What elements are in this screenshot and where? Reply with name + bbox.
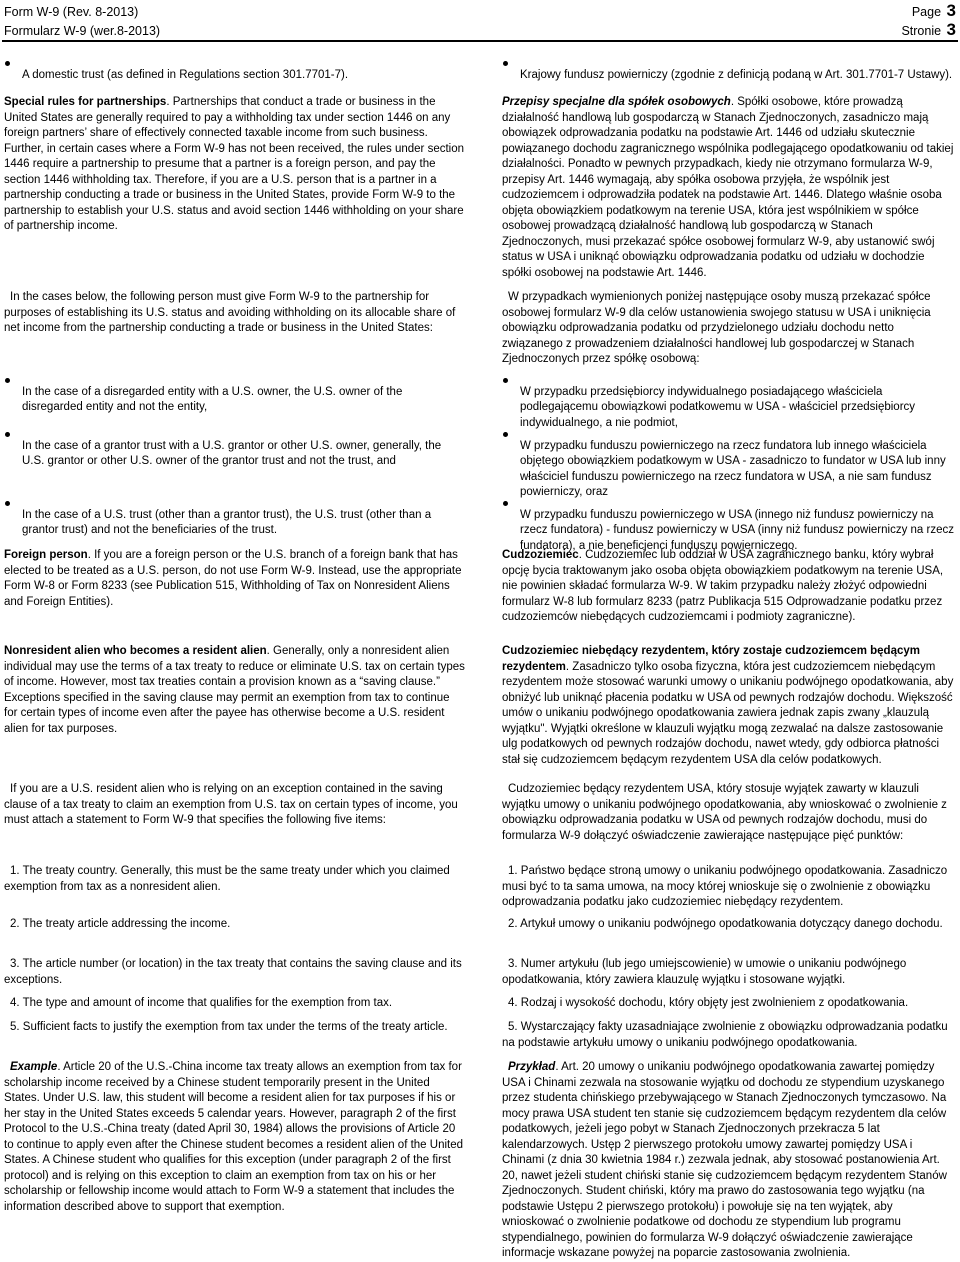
section-body: . Zasadniczo tylko osoba fizyczna, która jest cudzoziemcem niebędącym rezydentem może stosować warunki umowy o unikaniu podwójnego opodatkowania, aby obniżyć lub uniknąć płacenia podatku w USA od pewnych rodzajów dochodu. Większość umów o unikaniu podwójnego opodatkowania zawiera jednak zapis zwany „klauzulą wyjątku". Wyjątki określone w klauzuli wyjątku mogą zezwalać na dalsze zastosowanie ulg podatkowych od pewnych rodzajów dochodu, nawet wtedy, gdy odbiorca płatności stał się cudzoziemcem będącym rezydentem USA dla celów podatkowych. bbox=[502, 660, 954, 766]
section-title: Cudzoziemiec bbox=[502, 549, 579, 561]
bullet-text: A domestic trust (as defined in Regulations section 301.7701-7). bbox=[22, 68, 349, 81]
page-number-pl bbox=[901, 21, 956, 40]
page-number-en bbox=[912, 2, 956, 21]
section-example-pl bbox=[502, 1060, 956, 1262]
section-title: Przykład bbox=[508, 1061, 556, 1073]
section-nonresident-alien-pl bbox=[502, 644, 956, 768]
bullet-text: In the case of a disregarded entity with a U.S. owner, the U.S. owner of the disregarded entity and not the entity, bbox=[22, 385, 403, 413]
list-item-text: 1. The treaty country. Generally, this must be the same treaty under which you claimed exemption from tax as a nonresident alien. bbox=[4, 865, 450, 893]
bullet-dot bbox=[503, 432, 508, 437]
list-item-2 bbox=[4, 917, 466, 933]
list-item-text: 2. Artykuł umowy o unikaniu podwójnego opodatkowania dotyczący danego dochodu. bbox=[508, 918, 943, 930]
header-rule bbox=[2, 40, 958, 42]
list-item-1 bbox=[4, 864, 466, 895]
list-item-5-pl bbox=[502, 1020, 956, 1051]
bullet-domestic-trust-pl bbox=[502, 56, 956, 95]
paragraph-resident-intro-pl bbox=[502, 782, 956, 844]
list-item-3-pl bbox=[502, 957, 956, 988]
list-item-text: 3. The article number (or location) in the tax treaty that contains the saving clause and its exceptions. bbox=[4, 958, 462, 986]
section-title: Example bbox=[10, 1061, 58, 1073]
bullet-text: In the case of a U.S. trust (other than a grantor trust), the U.S. trust (other than a grantor trust) and not the beneficiaries of the trust. bbox=[22, 508, 432, 536]
bullet-dot bbox=[503, 378, 508, 383]
paragraph-text: W przypadkach wymienionych poniżej następujące osoby muszą przekazać spółce osobowej formularz W-9 dla celów ustanowienia swojego statusu w USA i uniknięcia obowiązku odprowadzania podatku od przydzielonego udziału dochodu netto związanego z prowadzeniem działalności handlowej lub gospodarczej w Stanach Zjednoczonych przez spółkę osobową: bbox=[502, 291, 931, 365]
form-title-en: Form W-9 (Rev. 8-2013) bbox=[4, 5, 139, 19]
list-item-4-pl bbox=[502, 996, 956, 1012]
section-partnerships-pl bbox=[502, 95, 956, 281]
header-row-en bbox=[4, 2, 956, 21]
section-body: . Partnerships that conduct a trade or business in the United States are generally required to pay a withholding tax under section 1446 on any foreign partners’ share of effectively connected taxable income from such business. Further, in certain cases where a Form W-9 has not been received, the rules under section 1446 require a partnership to presume that a partner is a foreign person, and pay the section 1446 withholding tax. Therefore, if you are a U.S. person that is a partner in a partnership conducting a trade or business in the United States, provide Form W-9 to the partnership to establish your U.S. status and avoid section 1446 withholding on your share of partnership income. bbox=[4, 96, 465, 232]
list-item-text: 1. Państwo będące stroną umowy o unikaniu podwójnego opodatkowania. Zasadniczo musi być to ta sama umowa, na mocy której wnioskuje się o zwolnienie z obowiązku odprowadzania podatku jako cudzoziemiec niebędący rezydentem. bbox=[502, 865, 948, 908]
page-label-en: Page bbox=[911, 5, 942, 19]
page-label-pl: Stronie bbox=[901, 24, 942, 38]
bullet-case-grantor bbox=[4, 427, 466, 481]
bullet-case-us-trust bbox=[4, 496, 466, 550]
bullet-text: In the case of a grantor trust with a U.S. grantor or other U.S. owner, generally, the U.S. grantor or other U.S. owner of the grantor trust and not the trust, and bbox=[22, 439, 442, 467]
section-body: . Art. 20 umowy o unikaniu podwójnego opodatkowania zawartej pomiędzy USA i Chinami zezwala na stosowanie wyjątku od dochodu ze stypendium uzyskanego przez studenta chińskiego przebywającego w Stanach Zjednoczonych tymczasowo. Na mocy prawa USA student ten stanie się cudzoziemcem będącym rezydentem dla celów podatkowych, jeżeli jego pobyt w Stanach Zjednoczonych przekracza 5 lat kalendarzowych. Ustęp 2 pierwszego protokołu umowy zawartej pomiędzy USA i Chinami (z dnia 30 kwietnia 1984 r.) zezwala jednak, aby stosować postanowienia Art. 20, nawet jeżeli student chiński stanie się cudzoziemcem będącym rezydentem Stanów Zjednoczonych. Student chiński, który ma prawo do zastosowania tego wyjątku (na podstawie Ustępu 2 pierwszego protokołu) i powołuje się na ten wyjątek, aby wnioskować o zwolnienie podatkowe od dochodu ze stypendium lub programu stypendialnego, powinien do formularza W-9 dołączyć oświadczenie zawierające informacje wskazane powyżej na poparcie zastosowania zwolnienia. bbox=[502, 1061, 947, 1259]
paragraph-text: If you are a U.S. resident alien who is relying on an exception contained in the saving clause of a tax treaty to claim an exemption from U.S. tax on certain types of income, you must attach a statement to Form W-9 that specifies the following five items: bbox=[4, 783, 458, 826]
bullet-text: W przypadku funduszu powierniczego w USA (innego niż fundusz powierniczy na rzecz fundatora) - fundusz powierniczy w USA (inny niż fundusz powierniczy na rzecz fundatora), a nie beneficjenci funduszu powierniczego. bbox=[520, 508, 954, 552]
section-body: . Cudzoziemiec lub oddział w USA zagranicznego banku, który wybrał opcję bycia traktowanym jako osoba objęta obowiązkiem podatkowym na terenie USA, nie powinien składać formularza W-9. W takim przypadku należy złożyć odpowiedni formularz W-8 lub formularz 8233 (patrz Publikacja 515 Odprowadzanie podatku przez cudzoziemców niebędących cudzoziemcami i podmioty zagraniczne). bbox=[502, 549, 944, 623]
paragraph-cases-intro-pl bbox=[502, 290, 956, 368]
bullet-dot bbox=[5, 501, 10, 506]
section-body: . Article 20 of the U.S.-China income tax treaty allows an exemption from tax for scholarship income received by a Chinese student temporarily present in the United States. Under U.S. law, this student will become a resident alien for tax purposes if his or her stay in the United States exceeds 5 calendar years. However, paragraph 2 of the first Protocol to the U.S.-China treaty (dated April 30, 1984) allows the provisions of Article 20 to continue to apply even after the Chinese student becomes a resident alien of the United States. A Chinese student who qualifies for this exception (under paragraph 2 of the first protocol) and is relying on this exception to claim an exemption from tax on his or her scholarship or fellowship income would attach to Form W-9 a statement that includes the information described above to support that exemption. bbox=[4, 1061, 464, 1213]
paragraph-text: In the cases below, the following person must give Form W-9 to the partnership for purposes of establishing its U.S. status and avoiding withholding on its allocable share of net income from the partnership conducting a trade or business in the United States: bbox=[4, 291, 456, 334]
list-item-text: 4. The type and amount of income that qualifies for the exemption from tax. bbox=[10, 997, 393, 1009]
section-title: Cudzoziemiec niebędący rezydentem, który zostaje cudzoziemcem będącym rezydentem bbox=[502, 645, 920, 673]
section-body: . Generally, only a nonresident alien individual may use the terms of a tax treaty to reduce or eliminate U.S. tax on certain types of income. However, most tax treaties contain a provision known as a “saving clause.” Exceptions specified in the saving clause may permit an exemption from tax to continue for certain types of income even after the payee has otherwise become a U.S. resident alien for tax purposes. bbox=[4, 645, 465, 735]
list-item-1-pl bbox=[502, 864, 956, 911]
form-title-pl: Formularz W-9 (wer.8-2013) bbox=[4, 24, 161, 38]
section-nonresident-alien bbox=[4, 644, 466, 737]
section-body: . Spółki osobowe, które prowadzą działalność handlową lub gospodarczą w Stanach Zjednoczonych, zasadniczo mają obowiązek odprowadzania podatku na podstawie Art. 1446 od udziału skutecznie powiązanego dochodu zagranicznego wspólnika podlegającego opodatkowaniu od takiej działalności. Ponadto w pewnych przypadkach, kiedy nie otrzymano formularza W-9, przepisy Art. 1446 wymagają, aby spółka osobowa przyjęła, że wspólnik jest cudzoziemcem i odprowadziła podatek na podstawie Art. 1446. Dlatego właśnie osoba objęta obowiązkiem podatkowym na terenie USA, która jest wspólnikiem w spółce osobowej prowadzącą działalność handlową lub gospodarczą w Stanach Zjednoczonych, musi przekazać spółce osobowej formularz W-9, aby ustanowić swój status w USA i uniknąć obowiązku odprowadzania podatku od udziału w dochodzie spółki osobowej na podstawie Art. 1446. bbox=[502, 96, 954, 279]
list-item-4 bbox=[4, 996, 466, 1012]
list-item-text: 2. The treaty article addressing the income. bbox=[10, 918, 231, 930]
bullet-dot bbox=[5, 432, 10, 437]
page-num-en: 3 bbox=[946, 1, 956, 20]
bullet-case-disregarded bbox=[4, 373, 466, 427]
paragraph-text: Cudzoziemiec będący rezydentem USA, który stosuje wyjątek zawarty w klauzuli wyjątku umowy o unikaniu podwójnego opodatkowania, aby wnioskować o zwolnienie z obowiązku odprowadzania podatku w USA od pewnych rodzajów dochodu, musi do formularza W-9 dołączyć oświadczenie zawierające następujące pięć punktów: bbox=[502, 783, 947, 842]
list-item-text: 5. Wystarczający fakty uzasadniające zwolnienie z obowiązku odprowadzania podatku na podstawie artykułu umowy o unikaniu podwójnego opodatkowania. bbox=[502, 1021, 948, 1049]
page-num-pl: 3 bbox=[946, 20, 956, 39]
page-header bbox=[4, 2, 956, 40]
bullet-text: Krajowy fundusz powierniczy (zgodnie z definicją podaną w Art. 301.7701-7 Ustawy). bbox=[520, 68, 953, 81]
bullet-text: W przypadku przedsiębiorcy indywidualnego posiadającego właściciela podlegającemu obowiązkowi podatkowemu w USA - właściciel przedsiębiorcy indywidualnego, a nie podmiot, bbox=[520, 385, 916, 429]
section-title: Przepisy specjalne dla spółek osobowych bbox=[502, 96, 731, 108]
section-title: Foreign person bbox=[4, 549, 88, 561]
paragraph-cases-intro bbox=[4, 290, 466, 337]
bullet-text: W przypadku funduszu powierniczego na rzecz fundatora lub innego właściciela objętego obowiązkiem podatkowym w USA - zasadniczo to fundator w USA lub inny właściciel funduszu powierniczego na rzecz fundatora w USA, a nie sam fundusz powierniczy, oraz bbox=[520, 439, 946, 498]
list-item-2-pl bbox=[502, 917, 956, 933]
bullet-dot bbox=[5, 61, 10, 66]
section-body: . If you are a foreign person or the U.S. branch of a foreign bank that has elected to be treated as a U.S. person, do not use Form W-9. Instead, use the appropriate Form W-8 or Form 8233 (see Publication 515, Withholding of Tax on Nonresident Aliens and Foreign Entities). bbox=[4, 549, 462, 608]
list-item-5 bbox=[4, 1020, 466, 1036]
bullet-domestic-trust bbox=[4, 56, 466, 95]
list-item-text: 5. Sufficient facts to justify the exemption from tax under the terms of the treaty article. bbox=[10, 1021, 448, 1033]
bullet-dot bbox=[5, 378, 10, 383]
bullet-dot bbox=[503, 61, 508, 66]
bullet-dot bbox=[503, 501, 508, 506]
paragraph-resident-intro bbox=[4, 782, 466, 829]
section-partnerships bbox=[4, 95, 466, 235]
list-item-text: 4. Rodzaj i wysokość dochodu, który objęty jest zwolnieniem z opodatkowania. bbox=[508, 997, 909, 1009]
list-item-text: 3. Numer artykułu (lub jego umiejscowienie) w umowie o unikaniu podwójnego opodatkowania, który zawiera klauzulę wyjątku i stosowane wyjątki. bbox=[502, 958, 907, 986]
section-title: Special rules for partnerships bbox=[4, 96, 167, 108]
section-foreign-person bbox=[4, 548, 466, 610]
section-example bbox=[4, 1060, 466, 1215]
list-item-3 bbox=[4, 957, 466, 988]
section-title: Nonresident alien who becomes a resident alien bbox=[4, 645, 267, 657]
header-row-pl bbox=[4, 21, 956, 40]
section-foreign-person-pl bbox=[502, 548, 956, 626]
